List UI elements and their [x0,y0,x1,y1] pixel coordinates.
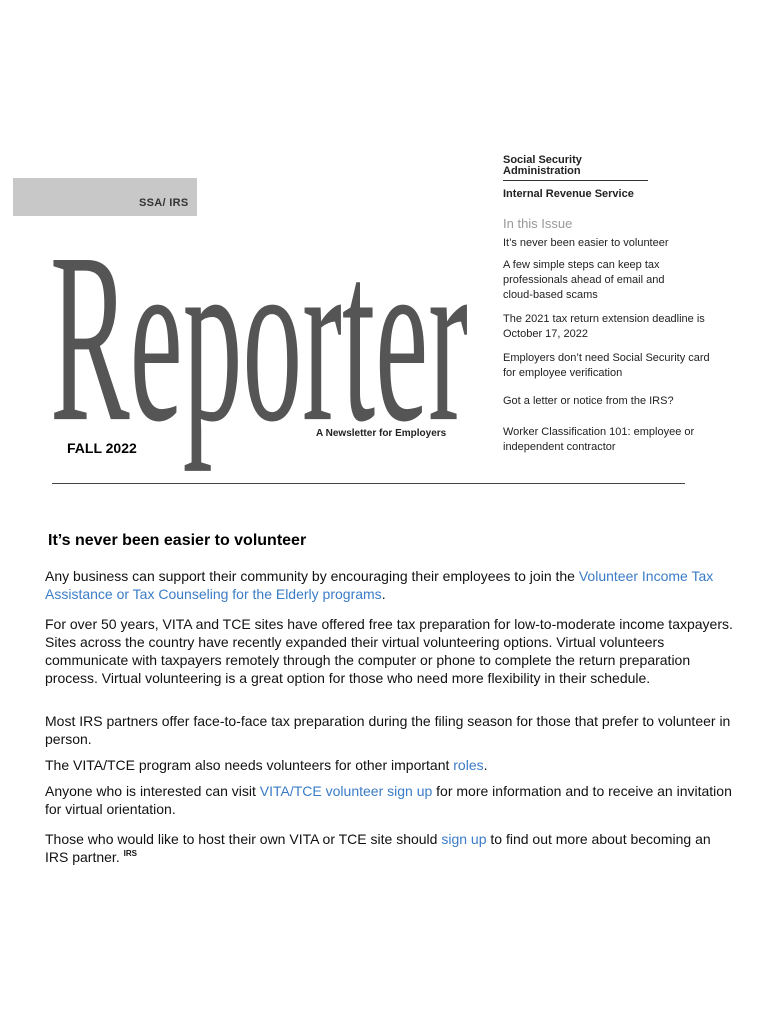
issue-season: FALL 2022 [67,440,137,456]
toc-item[interactable]: It’s never been easier to volunteer [503,237,669,249]
article-paragraph: Most IRS partners offer face-to-face tax preparation during the filing season for those that prefer to volunteer in person. [45,713,731,747]
agency-ssa: Social Security Administration [503,154,582,177]
article-paragraph [45,567,735,603]
masthead-band-label: SSA/ IRS [139,197,189,209]
agency-divider [503,180,648,181]
article-paragraph [45,782,735,818]
article-paragraph: For over 50 years, VITA and TCE sites have offered free tax preparation for low-to-moderate income taxpayers. Sites across the country have recently expanded their virtual volunteering options. Virtual volunteers communicate with taxpayers remotely through the computer or phone to complete the return preparation process. Virtual volunteering is a great option for those who need more flexibility in their schedule. [45,616,733,686]
paragraph-text: to find out more about becoming an IRS partner. [45,831,711,865]
reporter-wordmark-text: Reporter [50,202,468,473]
paragraph-text: Those who would like to host their own VITA or TCE site should [45,831,442,847]
volunteer-sign-up-link[interactable]: VITA/TCE volunteer sign up [259,783,433,799]
paragraph-text: Anyone who is interested can visit [45,783,260,799]
article-paragraph [45,756,735,774]
agency-irs: Internal Revenue Service [503,188,634,200]
partner-sign-up-link[interactable]: sign up [441,831,487,847]
toc-item[interactable]: Got a letter or notice from the IRS? [503,395,674,407]
article-paragraph [45,830,735,866]
paragraph-text: Any business can support their community by encouraging their employees to join the [45,568,579,584]
article-title: It’s never been easier to volunteer [48,532,307,549]
irs-mark: IRS [123,849,137,858]
toc-item[interactable]: A few simple steps can keep tax professionals ahead of email and cloud-based scams [503,259,665,301]
toc-item[interactable]: The 2021 tax return extension deadline is October 17, 2022 [503,313,705,340]
paragraph-text: . [381,586,386,602]
paragraph-text: . [483,757,488,773]
paragraph-text: The VITA/TCE program also needs volunteers for other important [45,757,454,773]
masthead-tagline: A Newsletter for Employers [316,428,447,439]
vita-tce-programs-link[interactable]: Volunteer Income Tax Assistance or Tax Counseling for the Elderly programs [45,568,714,602]
toc-item[interactable]: Employers don’t need Social Security card for employee verification [503,352,710,379]
header-divider [52,483,685,484]
toc-heading: In this Issue [503,216,573,231]
roles-link[interactable]: roles [453,757,484,773]
paragraph-text: for more information and to receive an invitation for virtual orientation. [45,783,732,817]
toc-item[interactable]: Worker Classification 101: employee or independent contractor [503,426,695,453]
